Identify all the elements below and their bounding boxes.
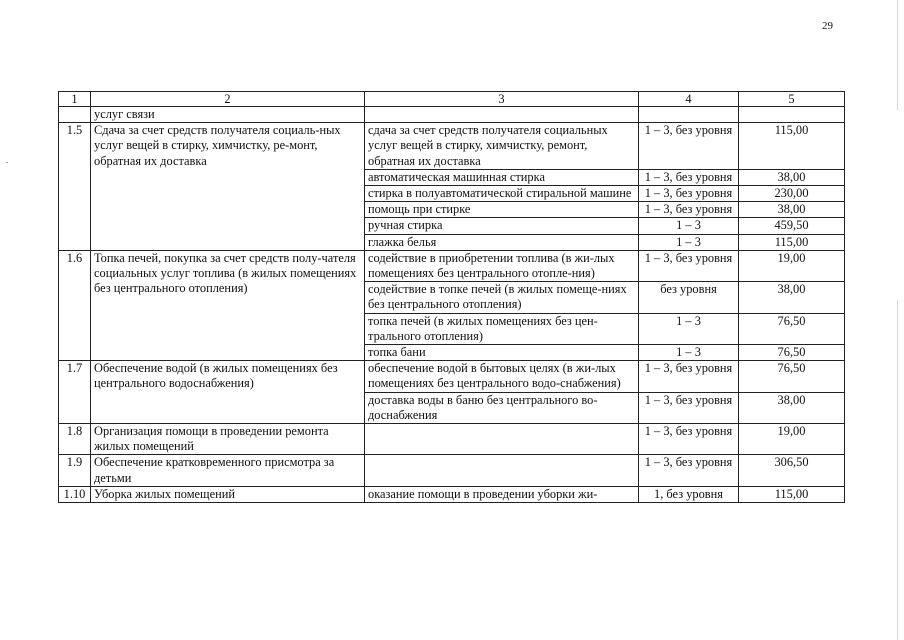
row-number: 1.6 — [59, 250, 91, 360]
service-name: Сдача за счет средств получателя социаль-ных услуг вещей в стирку, химчистку, ре-монт, обратная их доставка — [91, 123, 365, 251]
table-header-row — [59, 92, 845, 107]
price: 306,50 — [739, 455, 845, 486]
level: без уровня — [639, 282, 739, 313]
table-row — [59, 250, 845, 281]
level: 1 – 3, без уровня — [639, 455, 739, 486]
header-cell: 4 — [639, 92, 739, 107]
sub-service: помощь при стирке — [365, 202, 639, 218]
sub-service: доставка воды в баню без центрального во-доснабжения — [365, 392, 639, 423]
level: 1 – 3, без уровня — [639, 392, 739, 423]
row-number: 1.10 — [59, 486, 91, 502]
row-number — [59, 107, 91, 123]
sub-service: сдача за счет средств получателя социальных услуг вещей в стирку, химчистку, ремонт, обратная их доставка — [365, 123, 639, 170]
header-cell: 1 — [59, 92, 91, 107]
table-row — [59, 123, 845, 170]
sub-service: оказание помощи в проведении уборки жи- — [365, 486, 639, 502]
price: 38,00 — [739, 392, 845, 423]
header-cell: 2 — [91, 92, 365, 107]
price: 115,00 — [739, 486, 845, 502]
row-number: 1.9 — [59, 455, 91, 486]
price: 19,00 — [739, 424, 845, 455]
price: 115,00 — [739, 234, 845, 250]
row-number: 1.8 — [59, 424, 91, 455]
price: 38,00 — [739, 282, 845, 313]
level: 1 – 3 — [639, 234, 739, 250]
price: 19,00 — [739, 250, 845, 281]
row-number: 1.7 — [59, 361, 91, 424]
service-name: Уборка жилых помещений — [91, 486, 365, 502]
service-name: Организация помощи в проведении ремонта жилых помещений — [91, 424, 365, 455]
table-row — [59, 424, 845, 455]
header-cell: 3 — [365, 92, 639, 107]
level: 1, без уровня — [639, 486, 739, 502]
level: 1 – 3, без уровня — [639, 250, 739, 281]
service-name: Обеспечение водой (в жилых помещениях без центрального водоснабжения) — [91, 361, 365, 424]
sub-service — [365, 424, 639, 455]
price — [739, 107, 845, 123]
row-number: 1.5 — [59, 123, 91, 251]
service-name: Топка печей, покупка за счет средств полу-чателя социальных услуг топлива (в жилых помещениях без центрального отопления) — [91, 250, 365, 360]
price: 115,00 — [739, 123, 845, 170]
page-number: 29 — [822, 20, 833, 32]
sub-service — [365, 455, 639, 486]
sub-service: топка бани — [365, 345, 639, 361]
level: 1 – 3, без уровня — [639, 361, 739, 392]
level: 1 – 3 — [639, 218, 739, 234]
table-row — [59, 361, 845, 392]
price: 459,50 — [739, 218, 845, 234]
sub-service — [365, 107, 639, 123]
level: 1 – 3, без уровня — [639, 123, 739, 170]
table-row — [59, 486, 845, 502]
level — [639, 107, 739, 123]
margin-mark — [6, 162, 8, 163]
price: 230,00 — [739, 186, 845, 202]
sub-service: содействие в топке печей (в жилых помеще-ниях без центрального отопления) — [365, 282, 639, 313]
level: 1 – 3, без уровня — [639, 169, 739, 185]
sub-service: автоматическая машинная стирка — [365, 169, 639, 185]
level: 1 – 3 — [639, 345, 739, 361]
sub-service: обеспечение водой в бытовых целях (в жи-лых помещениях без центрального водо-снабжения) — [365, 361, 639, 392]
level: 1 – 3, без уровня — [639, 186, 739, 202]
price: 76,50 — [739, 361, 845, 392]
sub-service: топка печей (в жилых помещениях без цен-трального отопления) — [365, 313, 639, 344]
sub-service: ручная стирка — [365, 218, 639, 234]
level: 1 – 3, без уровня — [639, 424, 739, 455]
page-edge-line — [897, 0, 898, 110]
sub-service: стирка в полуавтоматической стиральной машине — [365, 186, 639, 202]
sub-service: глажка белья — [365, 234, 639, 250]
price: 38,00 — [739, 202, 845, 218]
services-table — [58, 91, 845, 503]
level: 1 – 3 — [639, 313, 739, 344]
table-row — [59, 107, 845, 123]
page-edge-line — [897, 300, 898, 640]
price: 76,50 — [739, 313, 845, 344]
price: 76,50 — [739, 345, 845, 361]
service-name: Обеспечение кратковременного присмотра за детьми — [91, 455, 365, 486]
table-row — [59, 455, 845, 486]
service-name: услуг связи — [91, 107, 365, 123]
level: 1 – 3, без уровня — [639, 202, 739, 218]
header-cell: 5 — [739, 92, 845, 107]
price: 38,00 — [739, 169, 845, 185]
sub-service: содействие в приобретении топлива (в жи-лых помещениях без центрального отопле-ния) — [365, 250, 639, 281]
